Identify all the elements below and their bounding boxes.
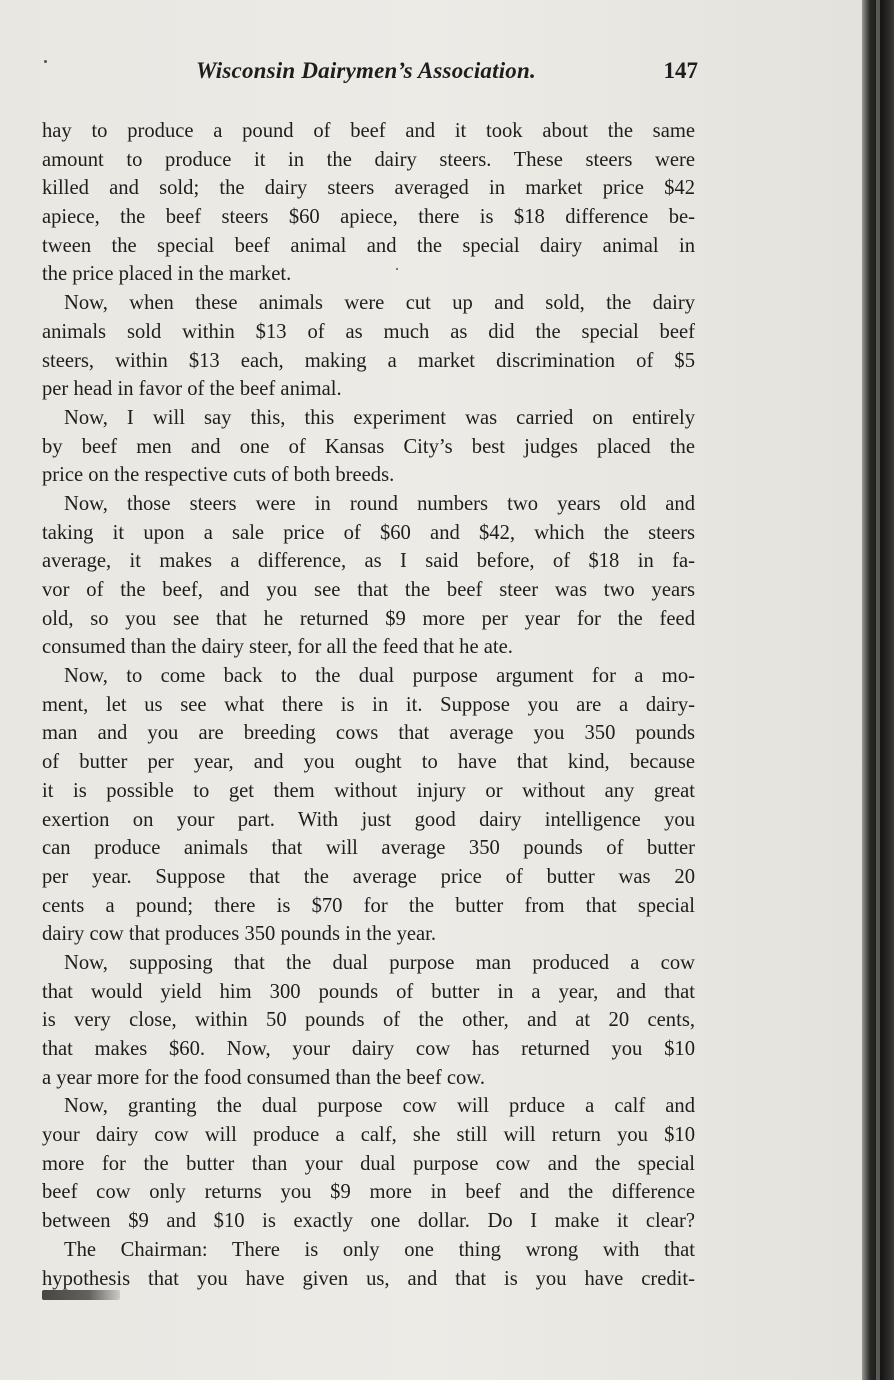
text-line: exertion on your part. With just good dairy intelligence you xyxy=(42,808,695,831)
text-line: a year more for the food consumed than the beef cow. xyxy=(42,1066,485,1089)
text-line: steers, within $13 each, making a market discrimination of $5 xyxy=(42,349,695,372)
text-line: your dairy cow will produce a calf, she still will return you $10 xyxy=(42,1124,695,1147)
text-line: animals sold within $13 of as much as did the special beef xyxy=(42,320,695,343)
text-line: hay to produce a pound of beef and it took about the same xyxy=(42,120,695,142)
text-line: beef cow only returns you $9 more in beef and the difference xyxy=(42,1181,695,1204)
text-line: of butter per year, and you ought to have that kind, because xyxy=(42,751,695,774)
text-line: killed and sold; the dairy steers averaged in market price $42 xyxy=(42,177,695,200)
text-line: can produce animals that will average 350 pounds of butter xyxy=(42,837,695,860)
text-line: consumed than the dairy steer, for all the feed that he ate. xyxy=(42,636,513,659)
text-line: Now, those steers were in round numbers two years old and xyxy=(64,492,695,515)
speck xyxy=(396,268,398,270)
text-line: that makes $60. Now, your dairy cow has returned you $10 xyxy=(42,1038,695,1060)
text-line: that would yield him 300 pounds of butter in a year, and that xyxy=(42,980,695,1003)
text-line: more for the butter than your dual purpose cow and the special xyxy=(42,1152,695,1175)
text-line: Now, I will say this, this experiment was carried on entirely xyxy=(64,406,695,429)
text-line: between $9 and $10 is exactly one dollar. Do I make it clear? xyxy=(42,1210,695,1233)
text-line: vor of the beef, and you see that the beef steer was two years xyxy=(42,579,695,601)
text-line: the price placed in the market. xyxy=(42,263,292,286)
text-line: average, it makes a difference, as I said before, of $18 in fa- xyxy=(42,550,695,573)
text-line: Now, to come back to the dual purpose argument for a mo- xyxy=(64,665,695,688)
text-line: Now, when these animals were cut up and sold, the dairy xyxy=(64,292,695,315)
text-line: it is possible to get them without injury or without any great xyxy=(42,779,695,802)
text-line: price on the respective cuts of both breeds. xyxy=(42,464,395,487)
running-title: Wisconsin Dairymen’s Association. xyxy=(196,58,536,83)
text-line: man and you are breeding cows that average you 350 pounds xyxy=(42,722,695,745)
page-edge-highlight xyxy=(876,0,880,1380)
text-line: hypothesis that you have given us, and that is you have credit- xyxy=(42,1267,695,1290)
ink-blot xyxy=(42,1290,120,1300)
text-line: Now, granting the dual purpose cow will prduce a calf and xyxy=(64,1095,695,1118)
text-line: old, so you see that he returned $9 more per year for the feed xyxy=(42,607,695,630)
text-line: Now, supposing that the dual purpose man produced a cow xyxy=(64,951,695,974)
running-header xyxy=(196,58,698,92)
body-text xyxy=(42,117,695,1293)
text-line: per head in favor of the beef animal. xyxy=(42,378,342,401)
text-line: by beef men and one of Kansas City’s best judges placed the xyxy=(42,435,695,458)
speck xyxy=(44,60,47,63)
text-line: amount to produce it in the dairy steers. These steers were xyxy=(42,148,695,171)
text-line: apiece, the beef steers $60 apiece, there is $18 difference be- xyxy=(42,206,695,229)
text-line: tween the special beef animal and the special dairy animal in xyxy=(42,234,695,257)
text-line: taking it upon a sale price of $60 and $42, which the steers xyxy=(42,521,695,544)
page-number: 147 xyxy=(663,58,698,83)
text-line: ment, let us see what there is in it. Suppose you are a dairy- xyxy=(42,693,695,716)
text-line: The Chairman: There is only one thing wrong with that xyxy=(64,1238,695,1261)
text-line: cents a pound; there is $70 for the butter from that special xyxy=(42,894,695,917)
text-line: is very close, within 50 pounds of the other, and at 20 cents, xyxy=(42,1009,695,1032)
text-line: per year. Suppose that the average price of butter was 20 xyxy=(42,865,695,888)
text-line: dairy cow that produces 350 pounds in the year. xyxy=(42,923,437,946)
